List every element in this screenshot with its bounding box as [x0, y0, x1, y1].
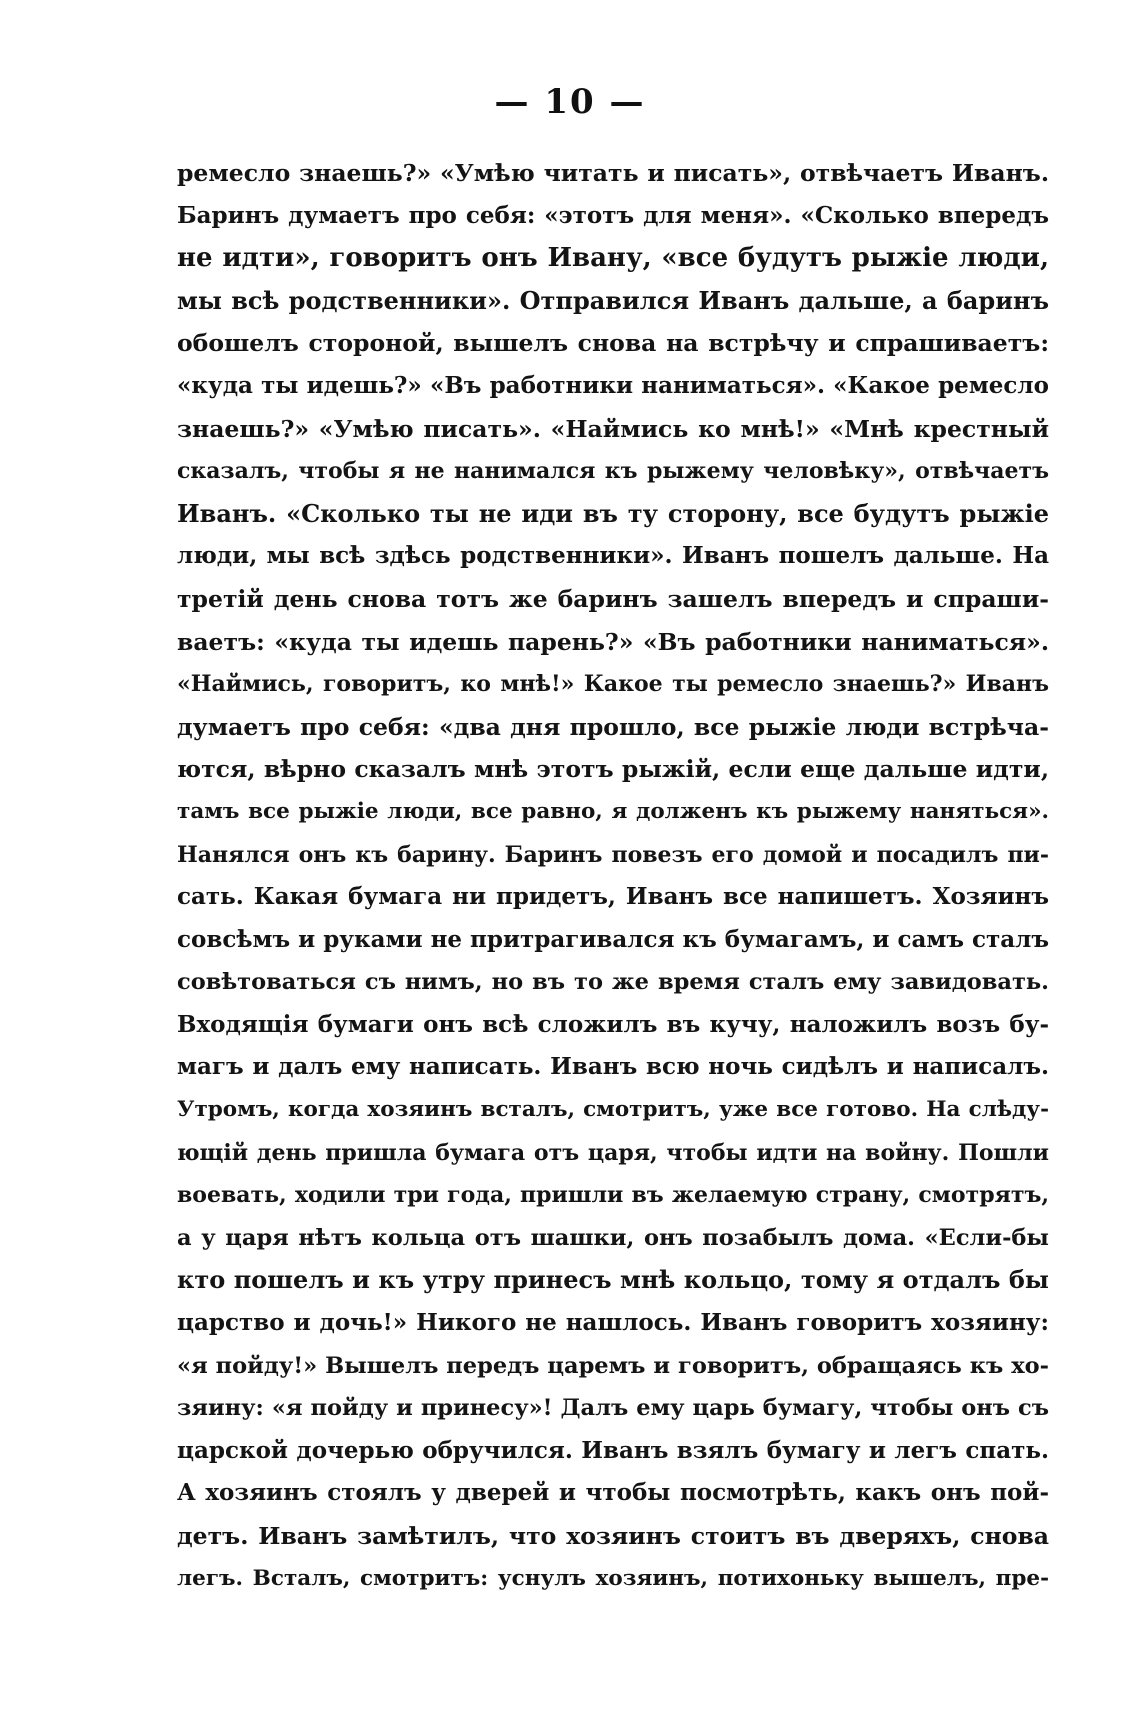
- text-line: легъ. Всталъ, смотритъ: уснулъ хозяинъ, потихоньку вышелъ, пре-: [177, 1565, 1049, 1591]
- text-line: Входящія бумаги онъ всѣ сложилъ въ кучу, наложилъ возъ бу-: [177, 1010, 1049, 1038]
- text-line: «куда ты идешь?» «Въ работники наниматься». «Какое ремесло: [177, 371, 1049, 399]
- text-line: детъ. Иванъ замѣтилъ, что хозяинъ стоитъ въ дверяхъ, снова: [177, 1522, 1049, 1550]
- text-line: совсѣмъ и руками не притрагивался къ бумагамъ, и самъ сталъ: [177, 925, 1049, 953]
- text-line: мы всѣ родственники». Отправился Иванъ дальше, а баринъ: [177, 285, 1049, 315]
- page-number: — 10 —: [494, 82, 646, 122]
- text-line: ремесло знаешь?» «Умѣю читать и писать», отвѣчаетъ Иванъ.: [177, 159, 1049, 187]
- text-line: Утромъ, когда хозяинъ всталъ, смотритъ, уже все готово. На слѣду-: [177, 1097, 1049, 1123]
- text-line: кто пошелъ и къ утру принесъ мнѣ кольцо, тому я отдалъ бы: [177, 1265, 1049, 1295]
- body-text: [177, 152, 1049, 1600]
- text-line: третій день снова тотъ же баринъ зашелъ впередъ и спраши-: [177, 584, 1049, 613]
- text-line: ются, вѣрно сказалъ мнѣ этотъ рыжій, если еще дальше идти,: [177, 755, 1049, 784]
- text-line: думаетъ про себя: «два дня прошло, все рыжіе люди встрѣча-: [177, 712, 1049, 741]
- text-line: не идти», говоритъ онъ Ивану, «все будутъ рыжіе люди,: [177, 243, 1049, 274]
- text-line: Иванъ. «Сколько ты не иди въ ту сторону, все будутъ рыжіе: [177, 498, 1049, 528]
- text-line: А хозяинъ стоялъ у дверей и чтобы посмотрѣть, какъ онъ пой-: [177, 1479, 1049, 1507]
- text-line: ваетъ: «куда ты идешь парень?» «Въ работники наниматься».: [177, 627, 1049, 656]
- text-line: обошелъ стороной, вышелъ снова на встрѣчу и спрашиваетъ:: [177, 329, 1049, 358]
- text-line: «я пойду!» Вышелъ передъ царемъ и говоритъ, обращаясь къ хо-: [177, 1352, 1049, 1379]
- text-line: совѣтоваться съ нимъ, но въ то же время сталъ ему завидовать.: [177, 969, 1049, 996]
- text-line: Нанялся онъ къ барину. Баринъ повезъ его домой и посадилъ пи-: [177, 841, 1049, 868]
- text-line: ющій день пришла бумага отъ царя, чтобы идти на войну. Пошли: [177, 1139, 1049, 1166]
- text-line: тамъ все рыжіе люди, все равно, я долженъ къ рыжему наняться».: [177, 798, 1049, 824]
- text-line: зяину: «я пойду и принесу»! Далъ ему царь бумагу, чтобы онъ съ: [177, 1395, 1049, 1422]
- text-line: люди, мы всѣ здѣсь родственники». Иванъ пошелъ дальше. На: [177, 542, 1049, 570]
- text-line: сказалъ, чтобы я не нанимался къ рыжему человѣку», отвѣчаетъ: [177, 458, 1049, 485]
- text-line: царство и дочь!» Никого не нашлось. Иванъ говоритъ хозяину:: [177, 1309, 1049, 1337]
- text-line: магъ и далъ ему написать. Иванъ всю ночь сидѣлъ и написалъ.: [177, 1053, 1049, 1081]
- text-line: знаешь?» «Умѣю писать». «Наймись ко мнѣ!» «Мнѣ крестный: [177, 414, 1049, 443]
- text-line: сать. Какая бумага ни придетъ, Иванъ все напишетъ. Хозяинъ: [177, 883, 1049, 911]
- text-line: Баринъ думаетъ про себя: «этотъ для меня». «Сколько впередъ: [177, 201, 1049, 229]
- text-line: воевать, ходили три года, пришли въ желаемую страну, смотрятъ,: [177, 1182, 1049, 1209]
- text-line: а у царя нѣтъ кольца отъ шашки, онъ позабылъ дома. «Если-бы: [177, 1224, 1049, 1251]
- text-line: «Наймись, говоритъ, ко мнѣ!» Какое ты ремесло знаешь?» Иванъ: [177, 671, 1049, 698]
- text-line: царской дочерью обручился. Иванъ взялъ бумагу и легъ спать.: [177, 1436, 1049, 1464]
